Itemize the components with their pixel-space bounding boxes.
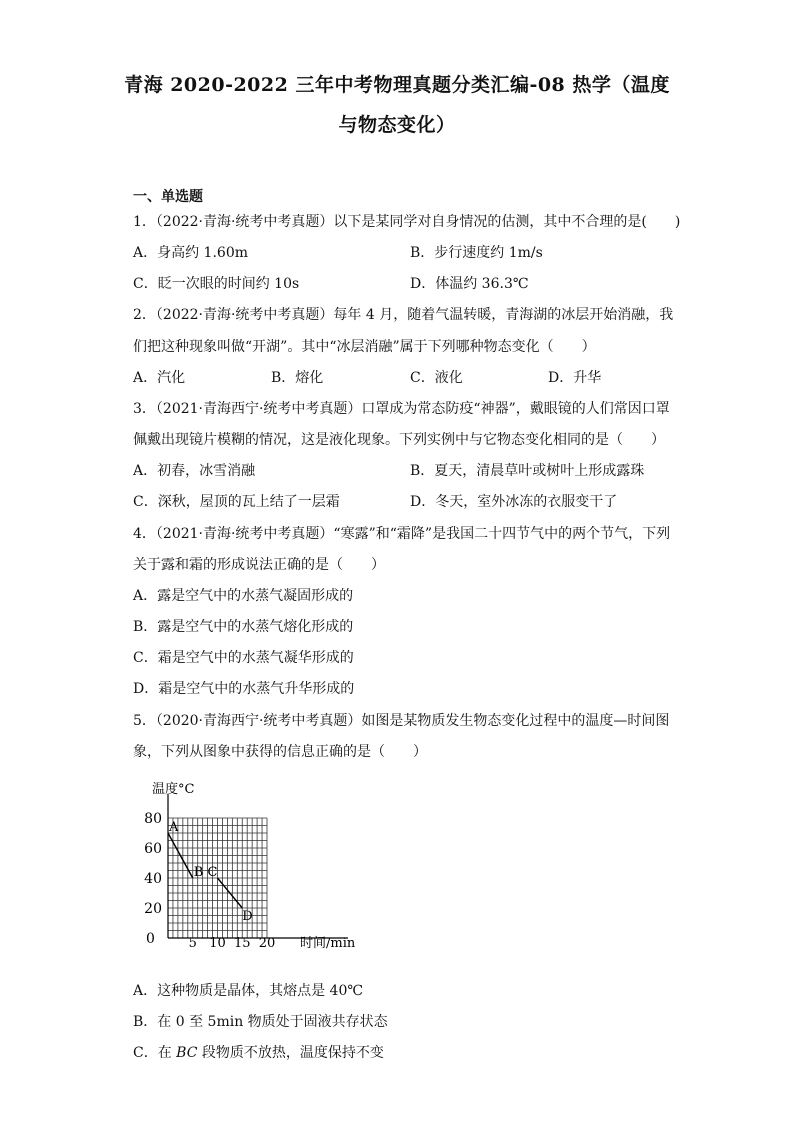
question-4-option-c: C．霜是空气中的水蒸气凝华形成的 (133, 650, 354, 666)
x-tick-label: 10 (209, 936, 226, 951)
y-tick-label: 60 (144, 841, 162, 857)
y-tick-label: 80 (144, 811, 162, 827)
question-2-option-c: C．液化 (410, 370, 463, 386)
question-3-option-a: A．初春，冰雪消融 (133, 463, 256, 479)
temperature-time-graph (130, 776, 370, 956)
question-5-option-c (133, 1043, 384, 1063)
question-3-stem-line1: 3．（2021·青海西宁·统考中考真题）口罩成为常态防疫“神器”，戴眼镜的人们常因口罩 (133, 401, 670, 417)
point-label: C (207, 865, 218, 880)
question-4-option-d: D．霜是空气中的水蒸气升华形成的 (133, 681, 355, 697)
question-3-stem-line2: 佩戴出现镜片模糊的情况，这是液化现象。下列实例中与它物态变化相同的是（ ） (133, 432, 665, 448)
question-2-stem-line1: 2．（2022·青海·统考中考真题）每年 4 月，随着气温转暖，青海湖的冰层开始消融，我 (133, 307, 674, 323)
page-title: 青海 2020-2022 三年中考物理真题分类汇编-08 热学（温度 (124, 74, 670, 96)
question-1-option-a: A．身高约 1.60m (133, 245, 249, 261)
point-label: D (242, 909, 253, 924)
question-2-option-d: D．升华 (548, 370, 602, 386)
origin-label: 0 (146, 931, 155, 947)
question-4-option-a: A．露是空气中的水蒸气凝固形成的 (133, 588, 354, 604)
question-5-option-a: A．这种物质是晶体，其熔点是 40℃ (133, 983, 364, 999)
question-5-stem-line2: 象，下列从图象中获得的信息正确的是（ ） (133, 744, 427, 760)
y-axis-label: 温度°C (152, 782, 195, 797)
page-title-continued: 与物态变化） (338, 114, 456, 136)
question-2-option-a: A．汽化 (133, 370, 186, 386)
question-4-stem-line1: 4．（2021·青海·统考中考真题）“寒露”和“霜降”是我国二十四节气中的两个节气，下列 (133, 526, 671, 542)
question-3-option-b: B．夏天，清晨草叶或树叶上形成露珠 (410, 463, 645, 479)
question-5-option-b: B．在 0 至 5min 物质处于固液共存状态 (133, 1014, 388, 1030)
x-tick-label: 20 (258, 936, 276, 951)
question-5-stem-line1: 5．（2020·青海西宁·统考中考真题）如图是某物质发生物态变化过程中的温度—时间图 (133, 713, 670, 729)
y-tick-label: 40 (144, 871, 162, 887)
section-heading: 一、单选题 (133, 189, 203, 205)
question-3-option-d: D．冬天，室外冰冻的衣服变干了 (410, 494, 618, 510)
x-tick-label: 15 (233, 936, 251, 951)
question-2-option-b: B．熔化 (271, 370, 324, 386)
question-1-stem: 1．（2022·青海·统考中考真题）以下是某同学对自身情况的估测，其中不合理的是( ) (133, 214, 681, 230)
point-label: B (193, 865, 204, 880)
x-tick-label: 5 (188, 936, 197, 951)
question-4-option-b: B．露是空气中的水蒸气熔化形成的 (133, 619, 354, 635)
option-c-suffix: 段物质不放热，温度保持不变 (197, 1045, 384, 1061)
question-1-option-b: B．步行速度约 1m/s (410, 245, 543, 261)
point-label: A (169, 820, 179, 835)
question-2-stem-line2: 们把这种现象叫做“开湖”。其中“冰层消融”属于下列哪种物态变化（ ） (133, 339, 596, 355)
question-4-stem-line2: 关于露和霜的形成说法正确的是（ ） (133, 557, 385, 573)
question-3-option-c: C．深秋，屋顶的瓦上结了一层霜 (133, 494, 340, 510)
option-c-prefix: C．在 (133, 1045, 177, 1061)
x-axis-label: 时间/min (300, 936, 356, 951)
y-tick-label: 20 (144, 901, 162, 917)
segment-label-bc: BC (176, 1045, 198, 1061)
question-1-option-d: D．体温约 36.3℃ (410, 276, 529, 292)
question-1-option-c: C．眨一次眼的时间约 10s (133, 276, 300, 292)
